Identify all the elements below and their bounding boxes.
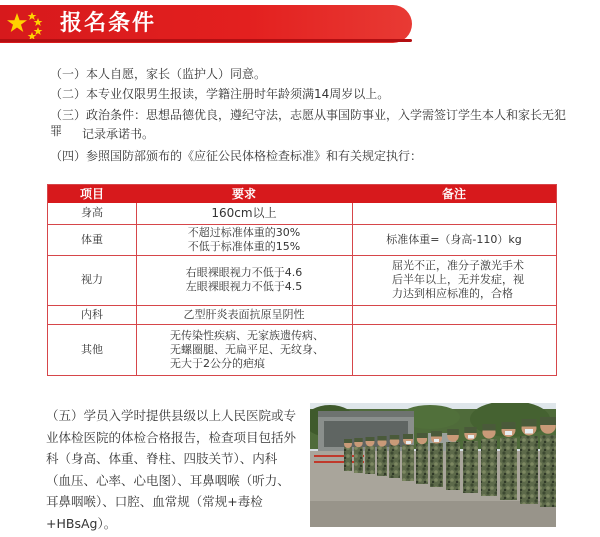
requirements-table	[47, 184, 557, 376]
condition-5-line: 业体检医院的体检合格报告，检查项目包括外	[46, 429, 297, 445]
stars-icon	[6, 10, 50, 40]
header-note: 备注	[441, 187, 466, 201]
condition-5-line: +HBsAg）。	[46, 515, 117, 531]
row-note: 标准体重=（身高-110）kg	[386, 233, 522, 246]
condition-1: （一）本人自愿，家长（监护人）同意。	[50, 67, 267, 81]
row-requirement: 不超过标准体重的30%	[187, 226, 301, 239]
row-item: 视力	[81, 273, 103, 286]
row-item: 体重	[81, 233, 103, 246]
students-photo	[310, 403, 556, 527]
row-requirement: 160cm以上	[211, 206, 277, 220]
condition-4: （四）参照国防部颁布的《应征公民体格检查标准》和有关规定执行：	[50, 149, 423, 163]
condition-5-line: （五）学员入学时提供县级以上人民医院或专	[46, 408, 297, 423]
row-requirement: 无大于2公分的疤痕	[170, 357, 265, 370]
header-requirement: 要求	[231, 187, 256, 201]
row-item: 身高	[81, 206, 103, 219]
row-requirement: 不低于标准体重的15%	[187, 240, 301, 253]
condition-5-line: 科（身高、体重、脊柱、四肢关节）、内科	[46, 451, 278, 466]
condition-2: （二）本专业仅限男生报读，学籍注册时年龄须满14周岁以上。	[50, 87, 390, 101]
row-requirement: 左眼裸眼视力不低于4.5	[185, 280, 303, 293]
row-divider	[48, 305, 556, 306]
row-note: 力达到相应标准的，合格	[392, 287, 513, 300]
row-requirement: 乙型肝炎表面抗原呈阴性	[183, 308, 305, 321]
row-item: 内科	[81, 308, 103, 321]
condition-5	[46, 405, 302, 534]
condition-5-line: （血压、心率、心电图）、耳鼻咽喉（听力、	[46, 472, 290, 488]
condition-3-cont: 记录承诺书。	[82, 127, 155, 141]
row-requirement: 无传染性疾病、无家族遗传病、	[170, 329, 324, 342]
condition-5-line: 耳鼻咽喉）、口腔、血常规（常规+毒检	[46, 494, 263, 509]
section-title: 报名条件	[60, 11, 157, 36]
row-note: 屈光不正，准分子激光手术	[392, 259, 524, 272]
row-divider	[48, 324, 556, 325]
row-requirement: 右眼裸眼视力不低于4.6	[185, 266, 303, 279]
row-item: 其他	[81, 343, 103, 356]
col-divider	[352, 203, 353, 375]
row-divider	[48, 224, 556, 225]
section-banner	[0, 5, 412, 43]
condition-3: （三）政治条件：思想品德优良，遵纪守法，志愿从事国防事业，入学需签订学生本人和家长无犯罪	[50, 108, 567, 138]
table-header	[48, 185, 556, 203]
row-requirement: 无螺圈腿、无扁平足、无纹身、	[170, 343, 324, 356]
row-note: 后半年以上，无并发症，视	[392, 273, 524, 286]
row-divider	[48, 255, 556, 256]
header-item: 项目	[79, 187, 104, 201]
